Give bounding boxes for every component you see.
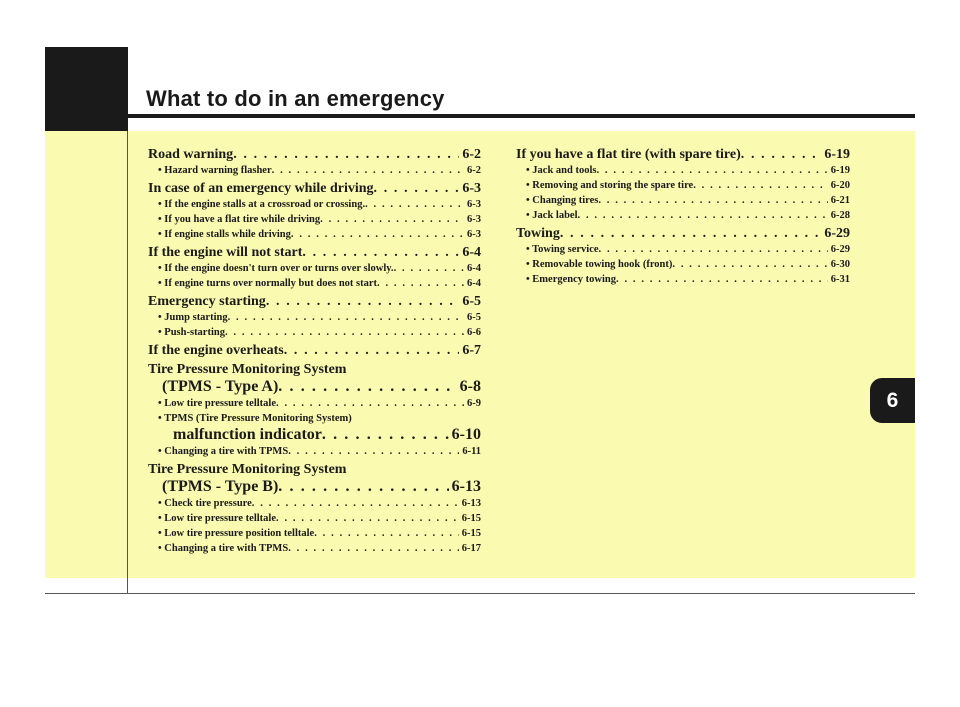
toc-page-number: 6-19 <box>830 165 850 176</box>
toc-page-number: 6-21 <box>830 195 850 206</box>
toc-page-number: 6-10 <box>451 426 481 443</box>
chapter-corner-block <box>45 47 128 131</box>
bottom-rule <box>45 593 915 594</box>
toc-entry-title: • If you have a flat tire while driving <box>158 214 321 225</box>
chapter-tab[interactable] <box>870 378 915 423</box>
toc-entry-title: If the engine will not start <box>148 245 303 260</box>
toc-entry-title: • Push-starting <box>158 327 225 338</box>
toc-entry[interactable] <box>516 208 850 223</box>
toc-page-number: 6-5 <box>467 312 481 323</box>
dot-leader <box>291 227 464 242</box>
toc-entry[interactable] <box>148 444 481 459</box>
dot-leader <box>288 541 459 556</box>
toc-page-number: 6-4 <box>467 278 481 289</box>
dot-leader <box>288 444 459 459</box>
dot-leader <box>616 272 828 287</box>
toc-page-number: 6-8 <box>459 378 481 395</box>
toc-entry-title: Emergency starting <box>148 294 266 309</box>
dot-leader <box>314 526 459 541</box>
toc-entry[interactable] <box>148 325 481 340</box>
toc-entry[interactable] <box>148 180 481 197</box>
toc-column-right <box>516 146 850 287</box>
toc-entry-title: Tire Pressure Monitoring System <box>148 462 347 477</box>
toc-page-number: 6-2 <box>467 165 481 176</box>
dot-leader <box>228 310 464 325</box>
toc-entry-title: Towing <box>516 226 560 241</box>
toc-entry[interactable] <box>516 146 850 163</box>
toc-page-number: 6-3 <box>467 229 481 240</box>
toc-entry[interactable] <box>148 361 481 378</box>
toc-page-number: 6-30 <box>830 259 850 270</box>
toc-entry[interactable] <box>148 342 481 359</box>
toc-entry-title: In case of an emergency while driving <box>148 181 374 196</box>
chapter-number: 6 <box>886 388 899 412</box>
toc-entry[interactable] <box>148 378 481 396</box>
toc-page-number: 6-4 <box>467 263 481 274</box>
toc-page-number: 6-3 <box>467 199 481 210</box>
toc-entry[interactable] <box>516 178 850 193</box>
dot-leader <box>252 496 459 511</box>
toc-entry[interactable] <box>516 257 850 272</box>
toc-entry[interactable] <box>148 426 481 444</box>
toc-entry-title: Road warning <box>148 147 234 162</box>
dot-leader <box>394 261 464 276</box>
dot-leader <box>672 257 827 272</box>
margin-divider <box>127 131 128 594</box>
toc-entry[interactable] <box>148 411 481 426</box>
toc-page-number: 6-31 <box>830 274 850 285</box>
toc-entry[interactable] <box>148 496 481 511</box>
dot-leader <box>322 426 449 444</box>
toc-entry-title: • Check tire pressure <box>158 498 252 509</box>
dot-leader <box>266 293 460 310</box>
toc-page-number: 6-6 <box>467 327 481 338</box>
toc-page-number: 6-13 <box>451 478 481 495</box>
title-rule <box>128 114 915 118</box>
dot-leader <box>233 146 459 163</box>
dot-leader <box>560 225 821 242</box>
toc-entry[interactable] <box>148 511 481 526</box>
toc-entry[interactable] <box>516 163 850 178</box>
toc-entry[interactable] <box>148 212 481 227</box>
toc-page-number: 6-4 <box>462 245 481 260</box>
page-title: What to do in an emergency <box>146 86 445 111</box>
toc-entry[interactable] <box>148 310 481 325</box>
toc-entry[interactable] <box>148 478 481 496</box>
toc-entry[interactable] <box>148 197 481 212</box>
dot-leader <box>598 193 827 208</box>
toc-entry-title: • Low tire pressure position telltale <box>158 528 315 539</box>
toc-entry[interactable] <box>516 193 850 208</box>
toc-entry-title: • Hazard warning flasher <box>158 165 272 176</box>
toc-entry-title: • Low tire pressure telltale <box>158 398 276 409</box>
toc-entry-title: • Emergency towing <box>526 274 616 285</box>
toc-column-left <box>148 146 481 556</box>
toc-entry-title: • Jack label <box>526 210 578 221</box>
toc-entry[interactable] <box>148 244 481 261</box>
toc-page-number: 6-13 <box>461 498 481 509</box>
toc-entry-title: (TPMS - Type B) <box>162 478 279 495</box>
toc-entry-title: • Jack and tools <box>526 165 597 176</box>
dot-leader <box>741 146 822 163</box>
dot-leader <box>578 208 828 223</box>
toc-entry[interactable] <box>148 227 481 242</box>
toc-page-number: 6-19 <box>824 147 850 162</box>
toc-entry[interactable] <box>148 461 481 478</box>
toc-entry[interactable] <box>148 276 481 291</box>
toc-entry-title: malfunction indicator <box>173 426 322 443</box>
toc-page-number: 6-29 <box>830 244 850 255</box>
toc-entry-title: Tire Pressure Monitoring System <box>148 362 347 377</box>
toc-entry-title: • If engine turns over normally but does not start <box>158 278 378 289</box>
toc-page-number: 6-5 <box>462 294 481 309</box>
toc-entry-title: • Removable towing hook (front) <box>526 259 673 270</box>
toc-entry-title: • Low tire pressure telltale <box>158 513 276 524</box>
dot-leader <box>278 478 448 496</box>
toc-page-number: 6-17 <box>461 543 481 554</box>
toc-entry-title: • Jump starting <box>158 312 228 323</box>
toc-entry[interactable] <box>148 541 481 556</box>
toc-entry[interactable] <box>148 146 481 163</box>
toc-entry[interactable] <box>516 242 850 257</box>
dot-leader <box>596 163 827 178</box>
toc-entry[interactable] <box>148 396 481 411</box>
dot-leader <box>377 276 464 291</box>
toc-page-number: 6-9 <box>467 398 481 409</box>
dot-leader <box>225 325 464 340</box>
toc-entry[interactable] <box>516 225 850 242</box>
toc-entry[interactable] <box>148 526 481 541</box>
dot-leader <box>302 244 459 261</box>
toc-page-number: 6-3 <box>462 181 481 196</box>
toc-page-number: 6-15 <box>461 513 481 524</box>
dot-leader <box>374 180 460 197</box>
toc-entry-title: (TPMS - Type A) <box>162 378 279 395</box>
toc-entry-title: • Changing tires <box>526 195 599 206</box>
toc-page-number: 6-7 <box>462 343 481 358</box>
toc-entry-title: • If the engine stalls at a crossroad or crossing. <box>158 199 366 210</box>
toc-entry[interactable] <box>516 272 850 287</box>
dot-leader <box>276 511 459 526</box>
toc-page-number: 6-3 <box>467 214 481 225</box>
toc-page-number: 6-28 <box>830 210 850 221</box>
toc-page-number: 6-2 <box>462 147 481 162</box>
dot-leader <box>320 212 464 227</box>
toc-entry-title: • Changing a tire with TPMS <box>158 543 289 554</box>
toc-entry-title: • TPMS (Tire Pressure Monitoring System) <box>158 413 352 424</box>
toc-page-number: 6-20 <box>830 180 850 191</box>
toc-entry-title: • Removing and storing the spare tire <box>526 180 694 191</box>
toc-entry-title: If you have a flat tire (with spare tire) <box>516 147 741 162</box>
toc-entry-title: • If engine stalls while driving <box>158 229 291 240</box>
dot-leader <box>365 197 464 212</box>
toc-entry-title: • If the engine doesn't turn over or turns over slowly. <box>158 263 394 274</box>
toc-entry[interactable] <box>148 293 481 310</box>
toc-page-number: 6-11 <box>462 446 481 457</box>
toc-entry[interactable] <box>148 261 481 276</box>
toc-entry-title: If the engine overheats <box>148 343 284 358</box>
dot-leader <box>276 396 464 411</box>
toc-entry[interactable] <box>148 163 481 178</box>
toc-page-number: 6-29 <box>824 226 850 241</box>
toc-page-number: 6-15 <box>461 528 481 539</box>
dot-leader <box>693 178 828 193</box>
dot-leader <box>599 242 828 257</box>
dot-leader <box>272 163 464 178</box>
dot-leader <box>284 342 460 359</box>
toc-entry-title: • Towing service <box>526 244 599 255</box>
toc-entry-title: • Changing a tire with TPMS <box>158 446 289 457</box>
dot-leader <box>278 378 456 396</box>
